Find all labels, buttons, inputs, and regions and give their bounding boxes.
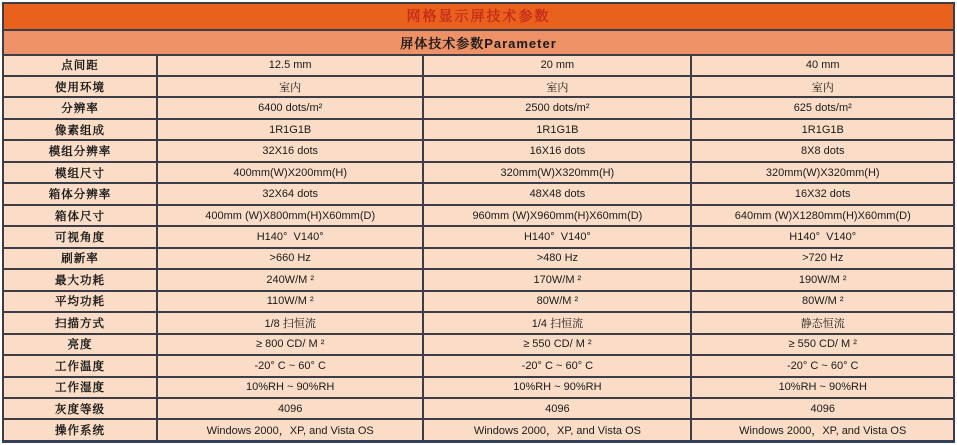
value-cell: Windows 2000，XP, and Vista OS [157, 419, 423, 441]
value-cell: 16X32 dots [691, 183, 954, 204]
spec-table [2, 2, 955, 443]
table-row [3, 140, 954, 161]
table-row [3, 248, 954, 269]
value-cell: Windows 2000，XP, and Vista OS [423, 419, 691, 441]
table-row [3, 398, 954, 419]
table-row [3, 119, 954, 140]
row-label: 工作湿度 [3, 377, 157, 398]
value-cell: 320mm(W)X320mm(H) [691, 162, 954, 183]
value-cell: -20° C ~ 60° C [691, 355, 954, 376]
value-cell: 48X48 dots [423, 183, 691, 204]
table-row [3, 183, 954, 204]
table-row [3, 76, 954, 97]
value-cell: -20° C ~ 60° C [157, 355, 423, 376]
value-cell: 10%RH ~ 90%RH [157, 377, 423, 398]
row-label: 模组尺寸 [3, 162, 157, 183]
value-cell: 2500 dots/m² [423, 97, 691, 118]
value-cell: H140° V140° [157, 226, 423, 247]
row-label: 箱体分辨率 [3, 183, 157, 204]
spec-rows [3, 55, 954, 442]
value-cell: 32X16 dots [157, 140, 423, 161]
value-cell: H140° V140° [691, 226, 954, 247]
row-label: 最大功耗 [3, 269, 157, 290]
row-label: 点间距 [3, 55, 157, 76]
value-cell: 170W/M ² [423, 269, 691, 290]
value-cell: 625 dots/m² [691, 97, 954, 118]
value-cell: 室内 [423, 76, 691, 97]
subtitle-row [3, 30, 954, 55]
value-cell: 12.5 mm [157, 55, 423, 76]
value-cell: 1R1G1B [157, 119, 423, 140]
row-label: 使用环境 [3, 76, 157, 97]
value-cell: 室内 [157, 76, 423, 97]
value-cell: 80W/M ² [691, 291, 954, 312]
page-title: 网格显示屏技术参数 [3, 3, 954, 30]
value-cell: 室内 [691, 76, 954, 97]
value-cell: >660 Hz [157, 248, 423, 269]
value-cell: 32X64 dots [157, 183, 423, 204]
table-row [3, 334, 954, 355]
value-cell: 400mm(W)X200mm(H) [157, 162, 423, 183]
value-cell: -20° C ~ 60° C [423, 355, 691, 376]
value-cell: 190W/M ² [691, 269, 954, 290]
table-row [3, 55, 954, 76]
value-cell: >480 Hz [423, 248, 691, 269]
value-cell: >720 Hz [691, 248, 954, 269]
value-cell: 4096 [157, 398, 423, 419]
value-cell: 20 mm [423, 55, 691, 76]
spec-sheet [2, 2, 955, 443]
value-cell: 110W/M ² [157, 291, 423, 312]
table-row [3, 162, 954, 183]
table-row [3, 419, 954, 441]
value-cell: 4096 [691, 398, 954, 419]
row-label: 分辨率 [3, 97, 157, 118]
value-cell: 1R1G1B [691, 119, 954, 140]
table-row [3, 355, 954, 376]
row-label: 模组分辨率 [3, 140, 157, 161]
value-cell: 16X16 dots [423, 140, 691, 161]
value-cell: 4096 [423, 398, 691, 419]
table-row [3, 291, 954, 312]
value-cell: 8X8 dots [691, 140, 954, 161]
value-cell: 320mm(W)X320mm(H) [423, 162, 691, 183]
table-row [3, 269, 954, 290]
row-label: 可视角度 [3, 226, 157, 247]
value-cell: 1R1G1B [423, 119, 691, 140]
table-row [3, 312, 954, 333]
value-cell: ≥ 550 CD/ M ² [423, 334, 691, 355]
table-subtitle: 屏体技术参数Parameter [3, 30, 954, 55]
row-label: 箱体尺寸 [3, 205, 157, 226]
value-cell: 400mm (W)X800mm(H)X60mm(D) [157, 205, 423, 226]
value-cell: 1/4 扫恒流 [423, 312, 691, 333]
value-cell: 40 mm [691, 55, 954, 76]
value-cell: ≥ 550 CD/ M ² [691, 334, 954, 355]
table-row [3, 97, 954, 118]
row-label: 工作温度 [3, 355, 157, 376]
value-cell: Windows 2000，XP, and Vista OS [691, 419, 954, 441]
row-label: 刷新率 [3, 248, 157, 269]
value-cell: 240W/M ² [157, 269, 423, 290]
value-cell: 10%RH ~ 90%RH [423, 377, 691, 398]
table-row [3, 226, 954, 247]
title-row [3, 3, 954, 30]
table-row [3, 205, 954, 226]
value-cell: 10%RH ~ 90%RH [691, 377, 954, 398]
row-label: 平均功耗 [3, 291, 157, 312]
value-cell: ≥ 800 CD/ M ² [157, 334, 423, 355]
row-label: 扫描方式 [3, 312, 157, 333]
value-cell: 静态恒流 [691, 312, 954, 333]
value-cell: 6400 dots/m² [157, 97, 423, 118]
value-cell: 640mm (W)X1280mm(H)X60mm(D) [691, 205, 954, 226]
value-cell: 80W/M ² [423, 291, 691, 312]
row-label: 像素组成 [3, 119, 157, 140]
row-label: 亮度 [3, 334, 157, 355]
value-cell: 960mm (W)X960mm(H)X60mm(D) [423, 205, 691, 226]
value-cell: 1/8 扫恒流 [157, 312, 423, 333]
row-label: 灰度等级 [3, 398, 157, 419]
table-row [3, 377, 954, 398]
row-label: 操作系统 [3, 419, 157, 441]
value-cell: H140° V140° [423, 226, 691, 247]
